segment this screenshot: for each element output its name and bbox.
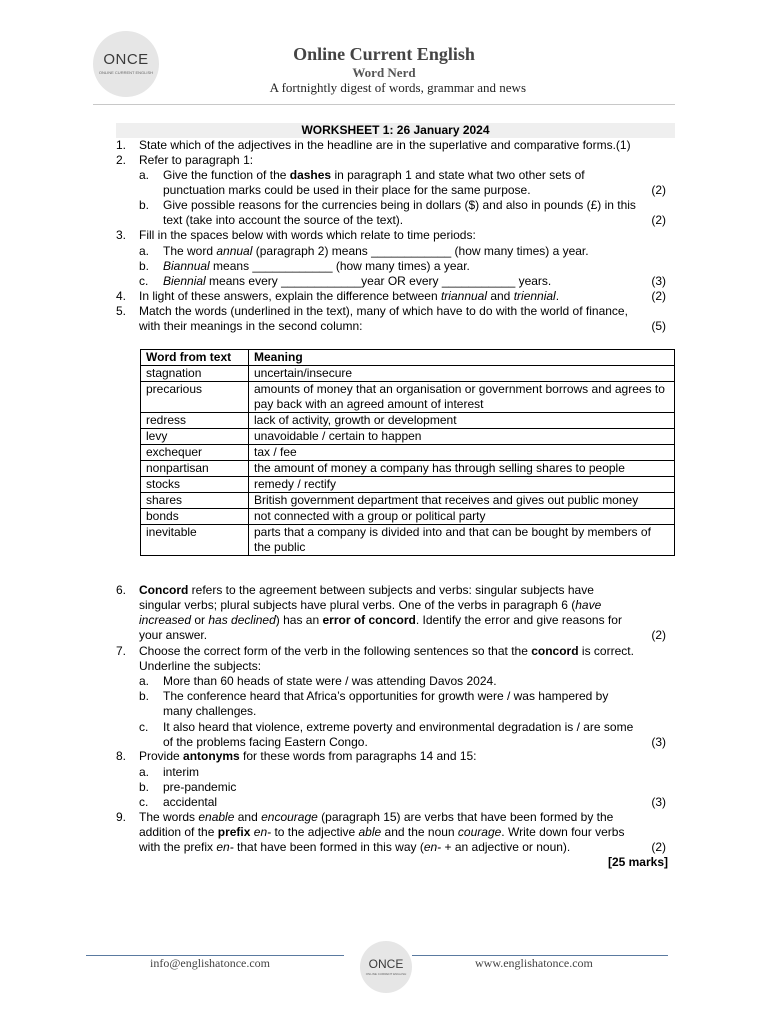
- table-row: [141, 509, 675, 525]
- q2b-mark: (2): [651, 213, 666, 227]
- footer-website[interactable]: www.englishatonce.com: [475, 956, 593, 970]
- q6-number: 6.: [116, 583, 127, 597]
- header-divider: [93, 104, 675, 105]
- word-cell: levy: [141, 429, 249, 445]
- total-marks: [25 marks]: [607, 855, 668, 869]
- table-row: [141, 461, 675, 477]
- q8-text: Provide antonyms for these words from paragraphs 14 and 15:: [139, 749, 477, 763]
- q2a-number: a.: [139, 168, 150, 182]
- q3b-number: b.: [139, 259, 150, 273]
- q2a-line2: punctuation marks could be used in their place for the same purpose.: [163, 183, 531, 197]
- table-row: [141, 525, 675, 556]
- q4-number: 4.: [116, 289, 127, 303]
- word-cell: stocks: [141, 477, 249, 493]
- q8c-text: accidental: [163, 795, 218, 809]
- worksheet-heading: WORKSHEET 1: 26 January 2024: [116, 123, 675, 138]
- q7b-line1: The conference heard that Africa’s opportunities for growth were / was hampered by: [163, 689, 609, 703]
- q7c-line1: It also heard that violence, extreme poverty and environmental degradation is / are some: [163, 720, 634, 734]
- q7a-text: More than 60 heads of state were / was attending Davos 2024.: [163, 674, 497, 688]
- logo-subtext: ONLINE CURRENT ENGLISH: [98, 70, 154, 75]
- word-cell: bonds: [141, 509, 249, 525]
- q8-number: 8.: [116, 749, 127, 763]
- table-row: [141, 413, 675, 429]
- q3-number: 3.: [116, 228, 127, 242]
- q7a-number: a.: [139, 674, 150, 688]
- table-row: [141, 493, 675, 509]
- q3a-number: a.: [139, 244, 150, 258]
- q4-mark: (2): [651, 289, 666, 303]
- q3a-text: The word annual (paragraph 2) means ____________ (how many times) a year.: [163, 244, 589, 258]
- word-cell: nonpartisan: [141, 461, 249, 477]
- vocabulary-table: [140, 349, 675, 556]
- table-row: [141, 382, 675, 413]
- q2a-line1: Give the function of the dashes in paragraph 1 and state what two other sets of: [163, 168, 585, 182]
- meaning-cell: parts that a company is divided into and that can be bought by members of the public: [249, 525, 675, 556]
- q2-text: Refer to paragraph 1:: [139, 153, 254, 167]
- q8-mark: (3): [651, 795, 666, 809]
- q8a-number: a.: [139, 765, 150, 779]
- q3c-text: Biennial means every ____________year OR every ___________ years.: [163, 274, 552, 288]
- table-row: [141, 445, 675, 461]
- word-cell: inevitable: [141, 525, 249, 556]
- meaning-cell: unavoidable / certain to happen: [249, 429, 675, 445]
- q7c-line2: of the problems facing Eastern Congo.: [163, 735, 368, 749]
- q5-line1: Match the words (underlined in the text), many of which have to do with the world of finance,: [139, 304, 628, 318]
- footer-logo-text: ONCE: [368, 957, 404, 971]
- table-row: [141, 429, 675, 445]
- meaning-cell: British government department that receives and gives out public money: [249, 493, 675, 509]
- q7-line2: Underline the subjects:: [139, 659, 262, 673]
- meaning-cell: amounts of money that an organisation or government borrows and agrees to pay back with an agreed amount of interest: [249, 382, 675, 413]
- word-cell: redress: [141, 413, 249, 429]
- q6-line3: increased or has declined) has an error of concord. Identify the error and give reasons for: [139, 613, 622, 627]
- q8c-number: c.: [139, 795, 149, 809]
- meaning-cell: lack of activity, growth or development: [249, 413, 675, 429]
- q3c-number: c.: [139, 274, 149, 288]
- footer-email[interactable]: info@englishatonce.com: [150, 956, 271, 970]
- once-logo: [93, 31, 159, 97]
- table-row: [141, 366, 675, 382]
- q7b-line2: many challenges.: [163, 704, 257, 718]
- publication-title: Online Current English: [293, 44, 475, 64]
- q3b-text: Biannual means ____________ (how many times) a year.: [163, 259, 470, 273]
- q3-mark: (3): [651, 274, 666, 288]
- q1-number: 1.: [116, 138, 127, 152]
- q7-line1: Choose the correct form of the verb in the following sentences so that the concord is correct.: [139, 644, 634, 658]
- q7c-number: c.: [139, 720, 149, 734]
- column-header-word: Word from text: [141, 350, 249, 366]
- q9-line2: addition of the prefix en- to the adjective able and the noun courage. Write down four verbs: [139, 825, 625, 839]
- q6-line2: singular verbs; plural subjects have plural verbs. One of the verbs in paragraph 6 (have: [139, 598, 602, 612]
- q9-line3: with the prefix en- that have been formed in this way (en- + an adjective or noun).: [139, 840, 571, 854]
- q9-line1: The words enable and encourage (paragraph 15) are verbs that have been formed by the: [139, 810, 614, 824]
- meaning-cell: uncertain/insecure: [249, 366, 675, 382]
- q2a-mark: (2): [651, 183, 666, 197]
- logo-text: ONCE: [103, 51, 149, 68]
- q2b-line2: text (take into account the source of the text).: [163, 213, 404, 227]
- meaning-cell: tax / fee: [249, 445, 675, 461]
- footer-logo: [360, 941, 412, 993]
- q8b-number: b.: [139, 780, 150, 794]
- q8a-text: interim: [163, 765, 200, 779]
- q7-number: 7.: [116, 644, 127, 658]
- q7b-number: b.: [139, 689, 150, 703]
- q5-mark: (5): [651, 319, 666, 333]
- q4-text: In light of these answers, explain the difference between triannual and triennial.: [139, 289, 560, 303]
- footer-logo-subtext: ONLINE CURRENT ENGLISH: [365, 972, 407, 976]
- word-cell: shares: [141, 493, 249, 509]
- q9-mark: (2): [651, 840, 666, 854]
- q8b-text: pre-pandemic: [163, 780, 237, 794]
- table-row: [141, 477, 675, 493]
- q5-number: 5.: [116, 304, 127, 318]
- q2b-number: b.: [139, 198, 150, 212]
- meaning-cell: the amount of money a company has through selling shares to people: [249, 461, 675, 477]
- q2-number: 2.: [116, 153, 127, 167]
- publication-subtitle: Word Nerd: [352, 65, 416, 80]
- word-cell: stagnation: [141, 366, 249, 382]
- q3-text: Fill in the spaces below with words which relate to time periods:: [139, 228, 476, 242]
- publication-tagline: A fortnightly digest of words, grammar and news: [269, 80, 526, 95]
- column-header-meaning: Meaning: [249, 350, 675, 366]
- meaning-cell: remedy / rectify: [249, 477, 675, 493]
- q9-number: 9.: [116, 810, 127, 824]
- word-cell: exchequer: [141, 445, 249, 461]
- q6-line4: your answer.: [139, 628, 208, 642]
- meaning-cell: not connected with a group or political party: [249, 509, 675, 525]
- word-cell: precarious: [141, 382, 249, 413]
- q1-text: State which of the adjectives in the headline are in the superlative and comparative forms.(1): [139, 138, 631, 152]
- q6-mark: (2): [651, 628, 666, 642]
- q2b-line1: Give possible reasons for the currencies being in dollars ($) and also in pounds (£) in this: [163, 198, 636, 212]
- q7-mark: (3): [651, 735, 666, 749]
- q6-line1: Concord refers to the agreement between subjects and verbs: singular subjects have: [139, 583, 594, 597]
- table-header-row: [141, 350, 675, 366]
- q5-line2: with their meanings in the second column:: [139, 319, 363, 333]
